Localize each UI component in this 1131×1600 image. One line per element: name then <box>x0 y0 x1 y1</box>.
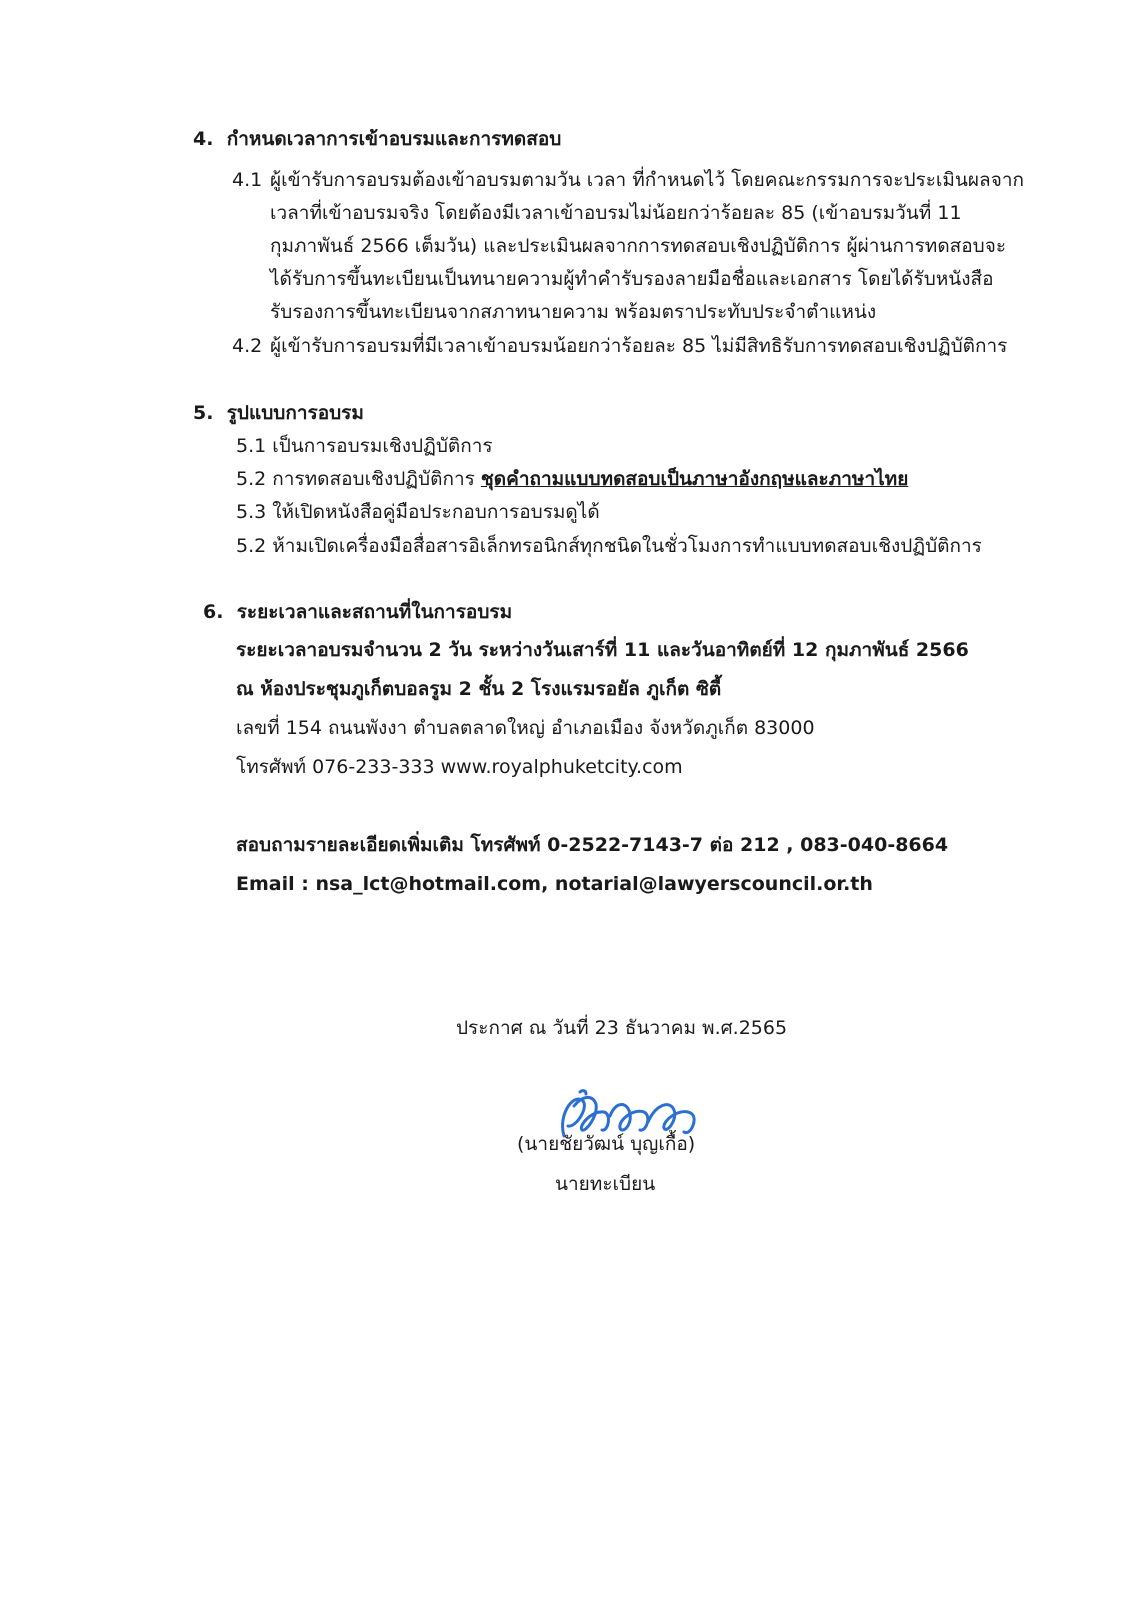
section-4-heading <box>193 127 561 151</box>
item-5-1: 5.1 เป็นการอบรมเชิงปฏิบัติการ <box>236 435 493 457</box>
item-5-4: 5.2 ห้ามเปิดเครื่องมือสื่อสารอิเล็กทรอนิกส์ทุกชนิดในชั่วโมงการทำแบบทดสอบเชิงปฏิบัติการ <box>236 535 982 557</box>
item-4-1-line: กุมภาพันธ์ 2566 เต็มวัน) และประเมินผลจากการทดสอบเชิงปฏิบัติการ ผู้ผ่านการทดสอบจะ <box>270 235 1007 257</box>
item-5-2-underlined: ชุดคำถามแบบทดสอบเป็นภาษาอังกฤษและภาษาไทย <box>480 468 909 490</box>
training-duration: ระยะเวลาอบรมจำนวน 2 วัน ระหว่างวันเสาร์ที่ 11 และวันอาทิตย์ที่ 12 กุมภาพันธ์ 2566 <box>236 639 969 661</box>
item-4-2-number: 4.2 <box>232 335 263 357</box>
item-4-1-line: ผู้เข้ารับการอบรมต้องเข้าอบรมตามวัน เวลา ที่กำหนดไว้ โดยคณะกรรมการจะประเมินผลจาก <box>270 169 1024 191</box>
item-5-3: 5.3 ให้เปิดหนังสือคู่มือประกอบการอบรมดูได้ <box>236 501 600 523</box>
section-6-heading <box>203 600 512 624</box>
section-5-number: 5. <box>193 402 214 424</box>
announcement-date: ประกาศ ณ วันที่ 23 ธันวาคม พ.ศ.2565 <box>456 1017 788 1039</box>
item-4-2-text: ผู้เข้ารับการอบรมที่มีเวลาเข้าอบรมน้อยกว่าร้อยละ 85 ไม่มีสิทธิรับการทดสอบเชิงปฏิบัติการ <box>270 335 1008 357</box>
venue-address: เลขที่ 154 ถนนพังงา ตำบลตลาดใหญ่ อำเภอเมือง จังหวัดภูเก็ต 83000 <box>236 717 815 739</box>
item-4-1-number: 4.1 <box>232 169 263 191</box>
section-5-heading <box>193 401 364 425</box>
item-4-1-line: เวลาที่เข้าอบรมจริง โดยต้องมีเวลาเข้าอบรมไม่น้อยกว่าร้อยละ 85 (เข้าอบรมวันที่ 11 <box>270 202 962 224</box>
item-5-2 <box>236 467 908 491</box>
section-6-title: ระยะเวลาและสถานที่ในการอบรม <box>236 601 513 623</box>
contact-email: Email : nsa_lct@hotmail.com, notarial@lawyerscouncil.or.th <box>236 873 873 895</box>
section-6-number: 6. <box>203 601 224 623</box>
signatory-title: นายทะเบียน <box>555 1173 656 1195</box>
item-4-1-line: ได้รับการขึ้นทะเบียนเป็นทนายความผู้ทำคำรับรองลายมือชื่อและเอกสาร โดยได้รับหนังสือ <box>270 268 994 290</box>
section-4-title: กำหนดเวลาการเข้าอบรมและการทดสอบ <box>226 128 562 150</box>
inquiry-contact: สอบถามรายละเอียดเพิ่มเติม โทรศัพท์ 0-2522-7143-7 ต่อ 212 , 083-040-8664 <box>236 834 949 856</box>
item-5-2-prefix: 5.2 การทดสอบเชิงปฏิบัติการ <box>236 468 481 490</box>
signatory-name: (นายชัยวัฒน์ บุญเกื้อ) <box>517 1133 696 1155</box>
section-4-number: 4. <box>193 128 214 150</box>
item-4-1-line: รับรองการขึ้นทะเบียนจากสภาทนายความ พร้อมตราประทับประจำตำแหน่ง <box>270 301 877 323</box>
training-venue: ณ ห้องประชุมภูเก็ตบอลรูม 2 ชั้น 2 โรงแรมรอยัล ภูเก็ต ซิตี้ <box>236 678 722 700</box>
venue-phone: โทรศัพท์ 076-233-333 www.royalphuketcity.com <box>236 756 683 778</box>
section-5-title: รูปแบบการอบรม <box>226 402 364 424</box>
